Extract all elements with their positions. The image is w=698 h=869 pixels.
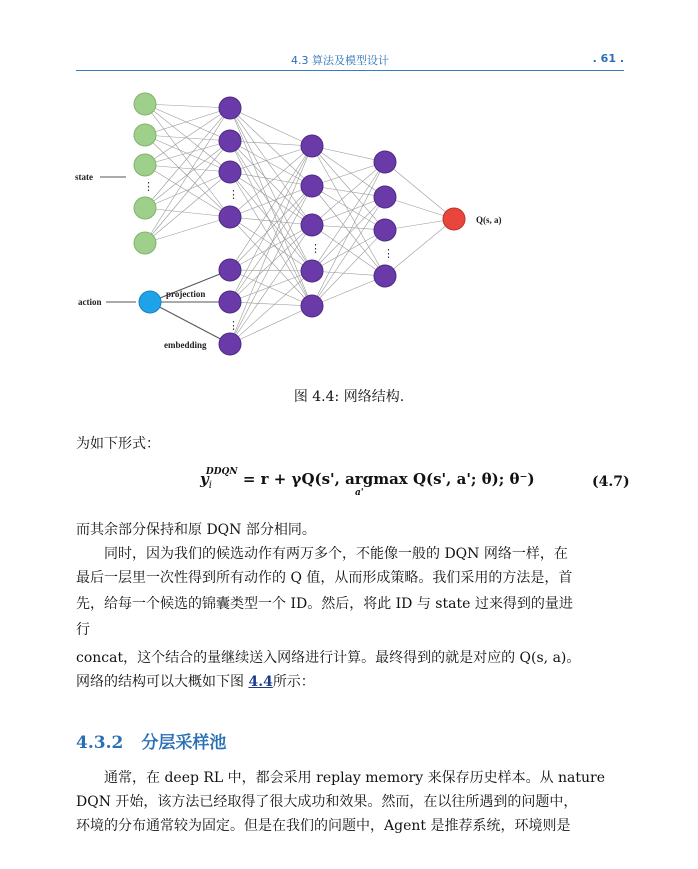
hidden1-node — [219, 206, 241, 228]
input-node — [134, 232, 156, 254]
hidden2-node — [301, 295, 323, 317]
network-edge — [145, 172, 230, 243]
network-edge — [230, 302, 312, 306]
network-edge — [145, 217, 230, 243]
network-edge — [145, 104, 230, 141]
para2-line4: 行 — [76, 622, 90, 638]
figure-caption: 图 4.4: 网络结构. — [293, 389, 405, 405]
para2-line3: 先，给每一个候选的锦囊类型一个 ID。然后，将此 ID 与 state 过来得到的量进 — [76, 596, 573, 612]
hidden2-node — [301, 214, 323, 236]
network-edge — [145, 135, 230, 141]
network-edge — [230, 108, 312, 146]
eq-sub: i — [208, 480, 212, 491]
network-edge — [145, 141, 230, 165]
hidden1-node — [219, 291, 241, 313]
hidden3-node — [374, 265, 396, 287]
action-label: action — [78, 297, 102, 307]
hidden2-node — [301, 135, 323, 157]
network-edge — [230, 271, 312, 344]
network-edge — [312, 162, 385, 271]
hidden3-node — [374, 186, 396, 208]
embedding-label: embedding — [164, 340, 207, 350]
eq-rhs: = r + γQ(s', argmax Q(s', a'; θ); θ⁻) — [237, 470, 535, 488]
para2-line6b: 所示： — [272, 674, 315, 690]
hidden2-node — [301, 260, 323, 282]
equation — [200, 467, 535, 498]
network-edges — [145, 104, 454, 344]
network-edge — [145, 135, 230, 172]
input-node — [134, 124, 156, 146]
network-edge — [150, 302, 230, 344]
network-edge — [312, 197, 385, 225]
intro-text: 为如下形式： — [76, 436, 160, 452]
network-edge — [230, 306, 312, 344]
ellipsis-marker: ⋮ — [228, 188, 239, 201]
section-heading — [76, 728, 226, 753]
hidden1-node — [219, 333, 241, 355]
network-edge — [230, 146, 312, 172]
para1: 而其余部分保持和原 DQN 部分相同。 — [76, 522, 316, 538]
network-edge — [145, 108, 230, 135]
network-diagram — [60, 80, 540, 370]
hidden1-node — [219, 259, 241, 281]
network-edge — [230, 108, 312, 271]
input-node — [134, 197, 156, 219]
network-edge — [312, 197, 385, 306]
hidden1-node — [219, 161, 241, 183]
network-edge — [145, 108, 230, 243]
output-label: Q(s, a) — [476, 215, 502, 225]
page-number: . 61 . — [592, 52, 624, 65]
hidden3-node — [374, 219, 396, 241]
eq-sup: DDQN — [205, 467, 238, 477]
network-edge — [312, 230, 385, 271]
equation-number: (4.7) — [592, 474, 630, 490]
para2-line2: 最后一层里一次性得到所有动作的 Q 值，从而形成策略。我们采用的方法是，首 — [76, 570, 573, 586]
figure-ref-link[interactable]: 4.4 — [248, 674, 273, 690]
para3-line2: DQN 开始，该方法已经取得了很大成功和效果。然而，在以往所遇到的问题中， — [76, 794, 578, 810]
header-title: 4.3 算法及模型设计 — [291, 54, 389, 67]
network-edge — [230, 186, 312, 344]
network-edge — [385, 162, 454, 219]
network-edge — [145, 141, 230, 208]
network-edge — [312, 276, 385, 306]
hidden3-node — [374, 151, 396, 173]
ellipsis-marker: ⋮ — [383, 247, 394, 260]
projection-label: projection — [166, 289, 206, 299]
output-node — [443, 208, 465, 230]
network-edge — [230, 172, 312, 271]
network-edge — [145, 165, 230, 172]
input-node — [134, 154, 156, 176]
para3-line1: 通常，在 deep RL 中，都会采用 replay memory 来保存历史样本。从 nature — [104, 770, 606, 786]
ellipsis-marker: ⋮ — [228, 319, 239, 332]
network-edge — [145, 104, 230, 217]
eq-under: a' — [355, 488, 364, 498]
network-edge — [230, 217, 312, 306]
action-node — [139, 291, 161, 313]
network-edge — [230, 141, 312, 146]
section-title: 分层采样池 — [141, 733, 227, 753]
hidden2-node — [301, 175, 323, 197]
section-number: 4.3.2 — [76, 733, 124, 753]
para2-line1: 同时，因为我们的候选动作有两万多个，不能像一般的 DQN 网络一样，在 — [104, 546, 568, 562]
para2-line6a: 网络的结构可以大概如下图 — [76, 674, 249, 690]
network-edge — [145, 104, 230, 108]
network-edge — [145, 172, 230, 208]
input-node — [134, 93, 156, 115]
ellipsis-marker: ⋮ — [143, 180, 154, 193]
ellipsis-marker: ⋮ — [310, 242, 321, 255]
para2-line5: concat，这个结合的量继续送入网络进行计算。最终得到的就是对应的 Q(s, a)。 — [76, 650, 581, 666]
para3-line3: 环境的分布通常较为固定。但是在我们的问题中，Agent 是推荐系统，环境则是 — [76, 818, 571, 834]
network-edge — [230, 270, 312, 271]
state-label: state — [75, 172, 93, 182]
hidden1-node — [219, 97, 241, 119]
page-header — [76, 50, 624, 71]
network-edge — [230, 172, 312, 306]
network-edge — [145, 108, 230, 208]
para2-line6 — [76, 670, 626, 694]
network-edge — [230, 146, 312, 344]
hidden1-node — [219, 130, 241, 152]
eq-lhs: y — [200, 470, 209, 488]
